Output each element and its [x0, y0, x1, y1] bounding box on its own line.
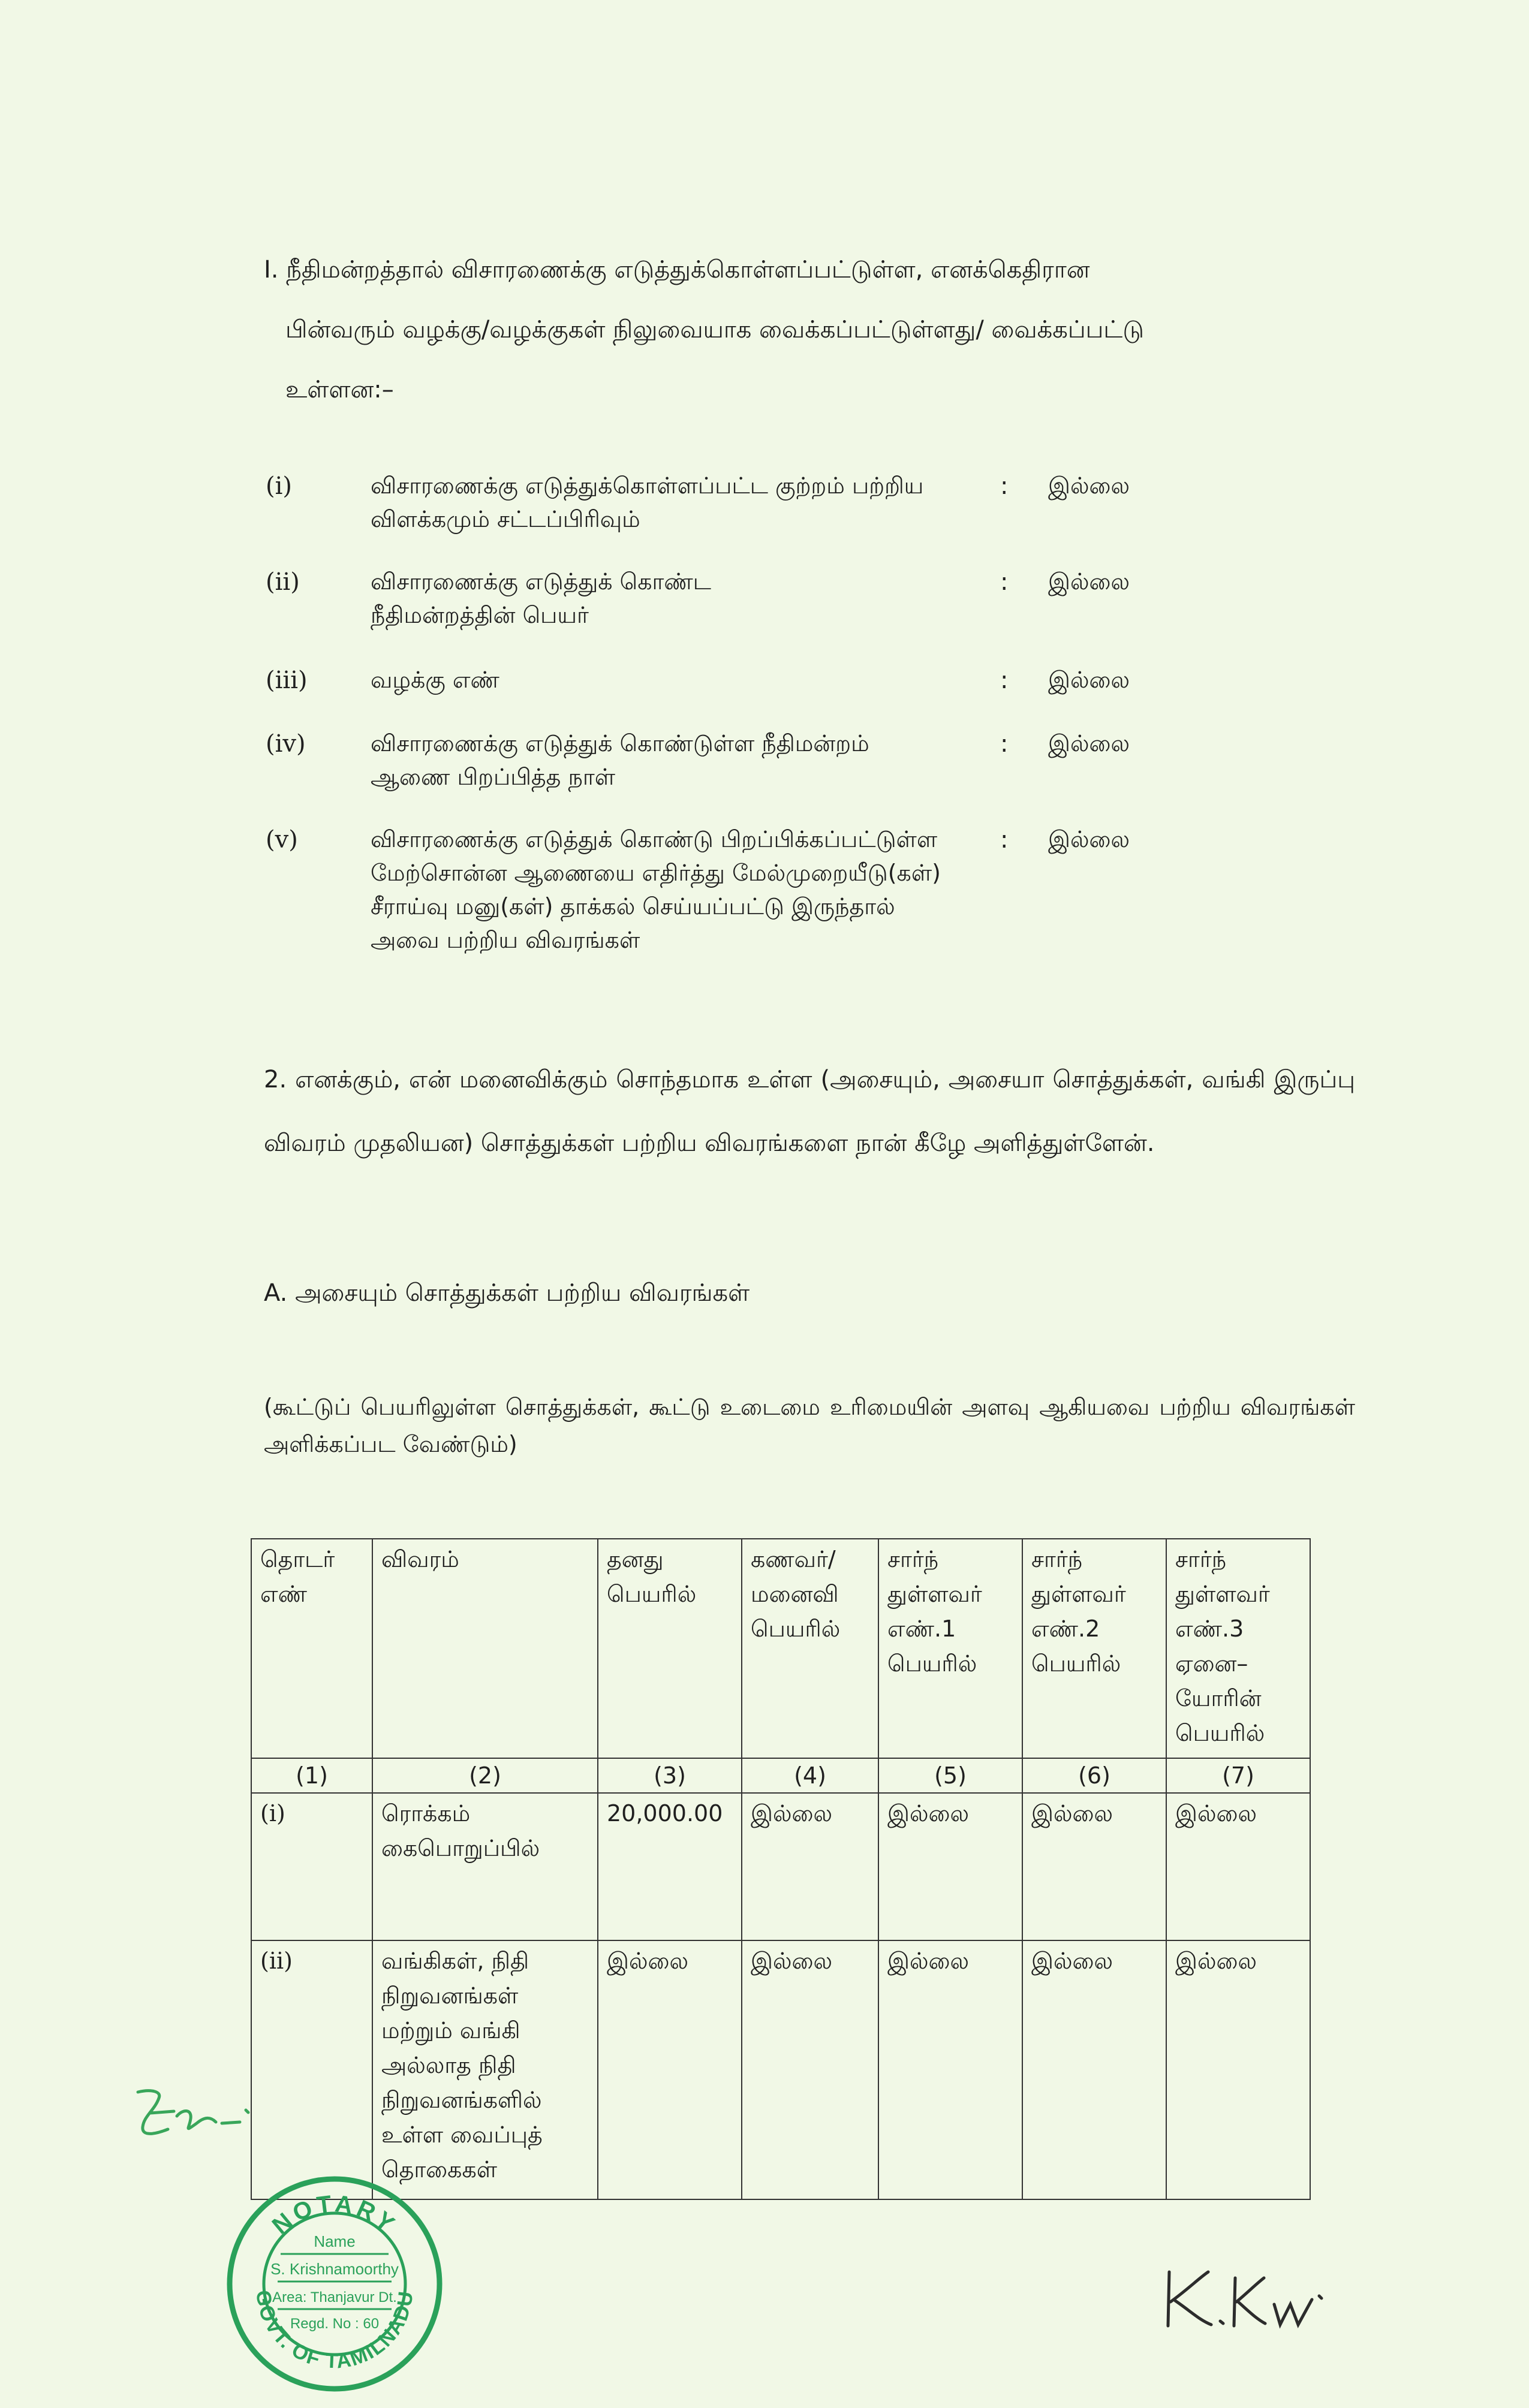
row-self-value: 20,000.00: [598, 1793, 742, 1940]
para1-line2: பின்வரும் வழக்கு/வழக்குகள் நிலுவையாக வைக்கப்பட்டுள்ளது/ வைக்கப்பட்டு: [285, 316, 1144, 343]
stamp-regd: Regd. No : 60: [290, 2316, 380, 2332]
item-description: வழக்கு எண்: [371, 667, 499, 693]
column-number: (2): [372, 1758, 598, 1793]
item-value: இல்லை: [1048, 568, 1130, 595]
item-number: (ii): [266, 568, 300, 596]
item-colon: :: [1000, 826, 1009, 854]
item-colon: :: [1000, 472, 1009, 500]
header-dependent-3: சார்ந் துள்ளவர் எண்.3 ஏனை– யோரின் பெயரில்: [1166, 1539, 1310, 1758]
stamp-name: S. Krishnamoorthy: [270, 2260, 399, 2278]
table-row: [251, 1940, 1310, 2199]
item-colon: :: [1000, 667, 1009, 694]
para1-line1: I. நீதிமன்றத்தால் விசாரணைக்கு எடுத்துக்கொள்ளப்பட்டுள்ள, எனக்கெதிரான: [264, 256, 1090, 284]
header-spouse: கணவர்/ மனைவி பெயரில்: [742, 1539, 878, 1758]
header-serial-no: தொடர் எண்: [251, 1539, 372, 1758]
column-number: (3): [598, 1758, 742, 1793]
item-description: விசாரணைக்கு எடுத்துக்கொள்ளப்பட்ட குற்றம் பற்றிய விளக்கமும் சட்டப்பிரிவும்: [371, 472, 924, 532]
item-colon: :: [1000, 568, 1009, 596]
row-dependent1-value: இல்லை: [878, 1940, 1022, 2199]
item-number: (iv): [266, 730, 306, 758]
row-dependent3-value: இல்லை: [1166, 1793, 1310, 1940]
item-value: இல்லை: [1048, 826, 1130, 852]
item-description: விசாரணைக்கு எடுத்துக் கொண்ட நீதிமன்றத்தின் பெயர்: [371, 568, 711, 628]
joint-assets-note: (கூட்டுப் பெயரிலுள்ள சொத்துக்கள், கூட்டு உடைமை உரிமையின் அளவு ஆகியவை பற்றிய விவரங்கள் அளிக்கப்பட வேண்டும்): [264, 1394, 1355, 1457]
row-dependent1-value: இல்லை: [878, 1793, 1022, 1940]
item-number: (v): [266, 826, 298, 854]
right-signature: [1157, 2254, 1361, 2344]
item-value: இல்லை: [1048, 667, 1130, 693]
column-number: (7): [1166, 1758, 1310, 1793]
notary-stamp: [221, 2170, 449, 2398]
assets-intro-paragraph: 2. எனக்கும், என் மனைவிக்கும் சொந்தமாக உள்ள (அசையும், அசையா சொத்துக்கள், வங்கி இருப்பு விவரம் முதலியன) சொத்துக்கள் பற்றிய விவரங்களை நான் கீழே அளித்துள்ளேன்.: [264, 1066, 1355, 1157]
row-spouse-value: இல்லை: [742, 1793, 878, 1940]
row-description: வங்கிகள், நிதி நிறுவனங்கள் மற்றும் வங்கி அல்லாத நிதி நிறுவனங்களில் உள்ள வைப்புத் தொகைகள்: [372, 1940, 598, 2199]
column-number: (4): [742, 1758, 878, 1793]
stamp-area: Area: Thanjavur Dt.: [272, 2289, 397, 2305]
header-dependent-1: சார்ந் துள்ளவர் எண்.1 பெயரில்: [878, 1539, 1022, 1758]
table-header-row: [251, 1539, 1310, 1758]
item-number: (iii): [266, 667, 308, 694]
row-dependent2-value: இல்லை: [1022, 1793, 1166, 1940]
item-value: இல்லை: [1048, 472, 1130, 499]
row-serial: (ii): [251, 1940, 372, 2199]
row-dependent2-value: இல்லை: [1022, 1940, 1166, 2199]
column-number: (1): [251, 1758, 372, 1793]
column-number: (6): [1022, 1758, 1166, 1793]
column-number-row: [251, 1758, 1310, 1793]
para1-line3: உள்ளன:–: [285, 376, 394, 403]
stamp-bottom-text: GOVT. OF TAMILNADU: [251, 2289, 418, 2373]
section-a-heading: A. அசையும் சொத்துக்கள் பற்றிய விவரங்கள்: [264, 1279, 750, 1307]
column-number: (5): [878, 1758, 1022, 1793]
header-self: தனது பெயரில்: [598, 1539, 742, 1758]
stamp-top-text: NOTARY: [267, 2190, 402, 2240]
item-value: இல்லை: [1048, 730, 1130, 757]
item-description: விசாரணைக்கு எடுத்துக் கொண்டு பிறப்பிக்கப்பட்டுள்ள மேற்சொன்ன ஆணையை எதிர்த்து மேல்முறையீடு(கள்) சீராய்வு மனு(கள்) தாக்கல் செய்யப்பட்டு இருந்தால் அவை பற்றிய விவரங்கள்: [371, 826, 941, 953]
item-number: (i): [266, 472, 293, 500]
left-initials-signature: [126, 2080, 270, 2164]
row-self-value: இல்லை: [598, 1940, 742, 2199]
table-row: [251, 1793, 1310, 1940]
movable-assets-table: [251, 1538, 1311, 2200]
item-colon: :: [1000, 730, 1009, 758]
item-description: விசாரணைக்கு எடுத்துக் கொண்டுள்ள நீதிமன்றம் ஆணை பிறப்பித்த நாள்: [371, 730, 869, 790]
row-description: ரொக்கம் கைபொறுப்பில்: [372, 1793, 598, 1940]
stamp-name-label: Name: [314, 2232, 356, 2250]
header-dependent-2: சார்ந் துள்ளவர் எண்.2 பெயரில்: [1022, 1539, 1166, 1758]
row-serial: (i): [251, 1793, 372, 1940]
row-dependent3-value: இல்லை: [1166, 1940, 1310, 2199]
header-description: விவரம்: [372, 1539, 598, 1758]
row-spouse-value: இல்லை: [742, 1940, 878, 2199]
